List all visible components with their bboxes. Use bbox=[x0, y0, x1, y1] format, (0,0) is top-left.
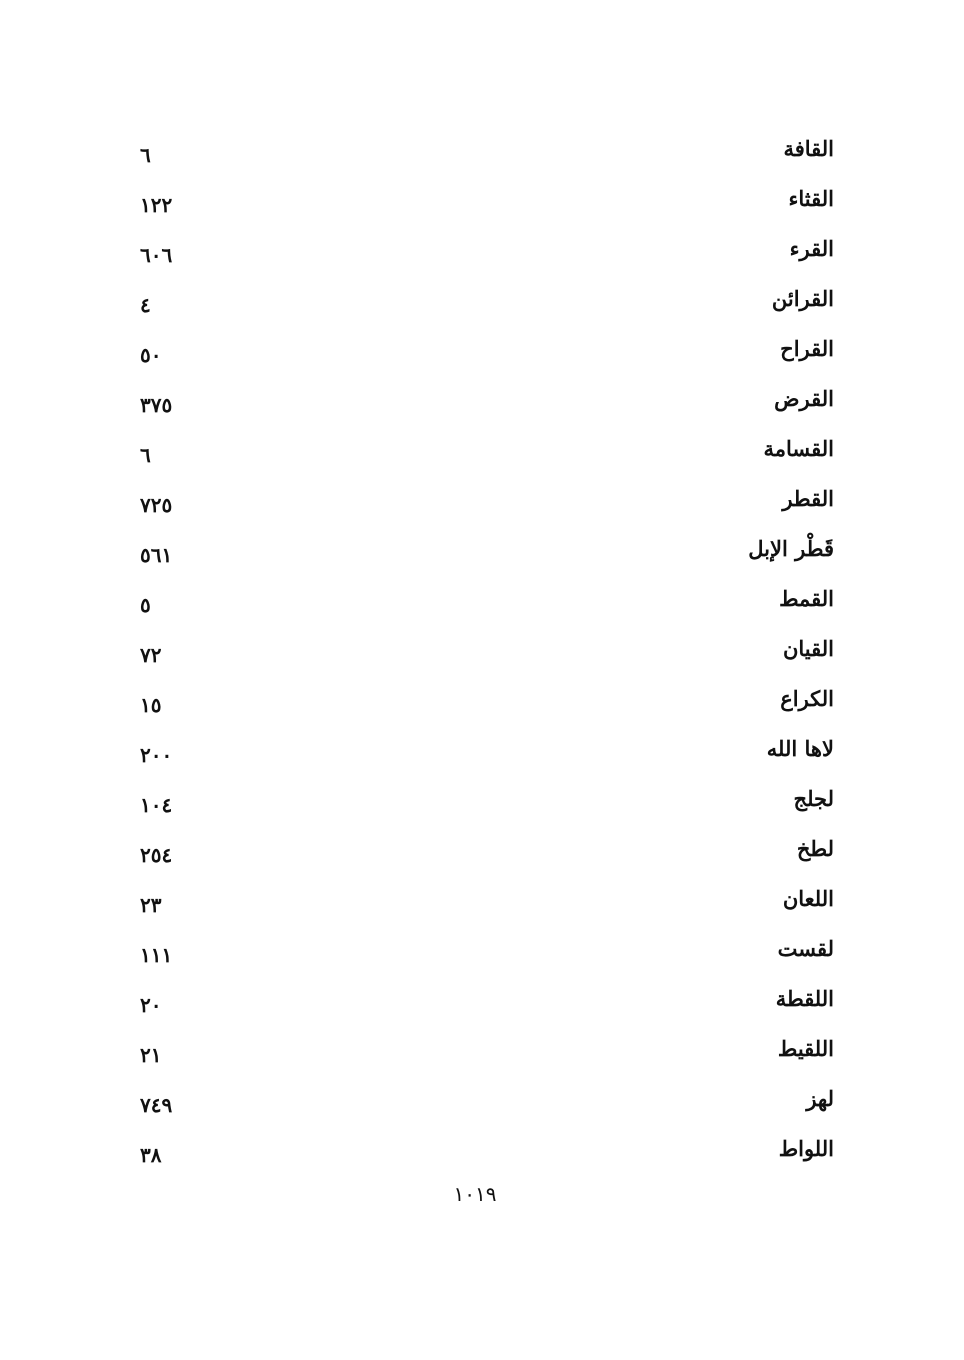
index-term: لجلج bbox=[793, 786, 834, 811]
index-entry bbox=[132, 474, 834, 524]
index-entry bbox=[132, 224, 834, 274]
index-term: لطخ bbox=[796, 836, 834, 861]
index-term: قَطْر الإبل bbox=[748, 536, 834, 561]
index-page-ref: ٢٥٤ bbox=[140, 843, 173, 867]
index-entry bbox=[132, 774, 834, 824]
index-page-ref: ٥ bbox=[140, 593, 151, 617]
index-term: القرائن bbox=[771, 286, 834, 311]
index-entry bbox=[132, 1074, 834, 1124]
index-page-ref: ١٠٤ bbox=[140, 793, 173, 817]
index-page-ref: ٢٠ bbox=[140, 993, 162, 1017]
index-entry bbox=[132, 574, 834, 624]
index-page-ref: ٦ bbox=[140, 443, 151, 467]
index-entry bbox=[132, 974, 834, 1024]
index-page-ref: ٣٧٥ bbox=[140, 393, 173, 417]
index-page-ref: ٢٣ bbox=[140, 893, 162, 917]
page-number: ١٠١٩ bbox=[453, 1182, 497, 1206]
index-term: لقست bbox=[777, 936, 834, 961]
index-entry bbox=[132, 274, 834, 324]
index-term: الكراع bbox=[780, 686, 834, 711]
index-page-ref: ٧٤٩ bbox=[140, 1093, 173, 1117]
index-term: القمط bbox=[779, 586, 834, 611]
index-term: القثاء bbox=[788, 186, 834, 211]
index-entry bbox=[132, 374, 834, 424]
index-page-ref: ٦ bbox=[140, 143, 151, 167]
index-page-ref: ٧٢ bbox=[140, 643, 162, 667]
index-entry bbox=[132, 674, 834, 724]
index-page-ref: ١٢٢ bbox=[140, 193, 173, 217]
index-entry bbox=[132, 174, 834, 224]
index-term: لاها الله bbox=[766, 736, 834, 761]
index-entry bbox=[132, 724, 834, 774]
index-list bbox=[132, 124, 834, 1174]
index-page-ref: ٥٠ bbox=[140, 343, 162, 367]
index-term: القرض bbox=[774, 386, 834, 411]
index-term: القيان bbox=[782, 636, 834, 661]
index-term: اللقطة bbox=[775, 986, 834, 1011]
index-page-ref: ٢١ bbox=[140, 1043, 162, 1067]
index-entry bbox=[132, 424, 834, 474]
index-page-ref: ٣٨ bbox=[140, 1143, 162, 1167]
index-page-ref: ٦٠٦ bbox=[140, 243, 173, 267]
index-term: اللواط bbox=[778, 1136, 834, 1161]
index-entry bbox=[132, 1124, 834, 1174]
index-entry bbox=[132, 874, 834, 924]
index-entry bbox=[132, 624, 834, 674]
index-page-ref: ٤ bbox=[140, 293, 151, 317]
index-page-ref: ١٥ bbox=[140, 693, 162, 717]
index-entry bbox=[132, 1024, 834, 1074]
index-entry bbox=[132, 824, 834, 874]
index-term: لهز bbox=[806, 1086, 834, 1111]
index-entry bbox=[132, 524, 834, 574]
index-term: القطر bbox=[782, 486, 834, 511]
index-term: اللعان bbox=[782, 886, 834, 911]
index-term: القرء bbox=[789, 236, 834, 261]
index-entry bbox=[132, 124, 834, 174]
index-entry bbox=[132, 924, 834, 974]
index-page-ref: ٥٦١ bbox=[140, 543, 173, 567]
index-page-ref: ٧٢٥ bbox=[140, 493, 173, 517]
index-page-ref: ١١١ bbox=[140, 943, 173, 967]
index-term: القسامة bbox=[763, 436, 834, 461]
index-term: القافة bbox=[783, 136, 834, 161]
index-term: اللقيط bbox=[777, 1036, 834, 1061]
index-page-ref: ٢٠٠ bbox=[140, 743, 173, 767]
index-term: القراح bbox=[780, 336, 834, 361]
index-entry bbox=[132, 324, 834, 374]
